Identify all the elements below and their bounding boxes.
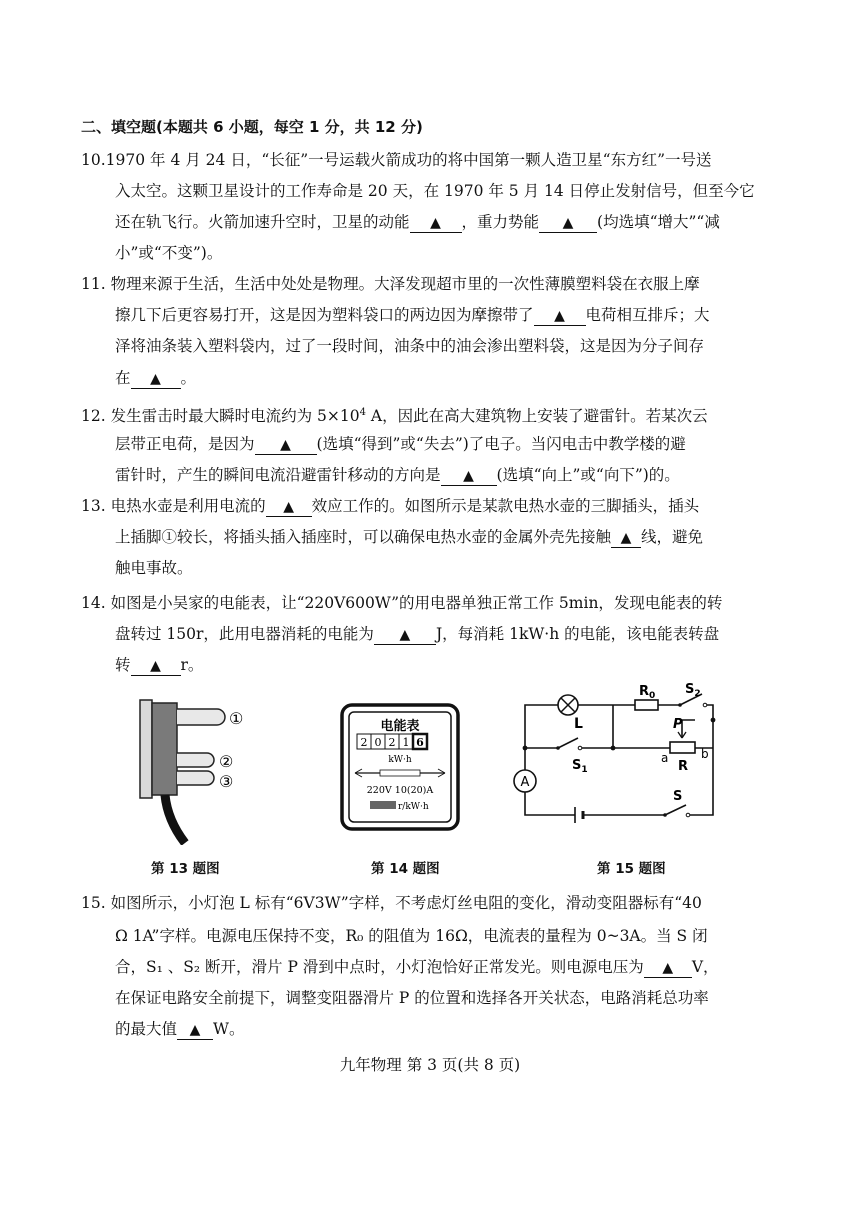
q11-blank-2[interactable]: ▲	[131, 370, 181, 389]
q15-text-d: W。	[213, 1020, 245, 1038]
rheostat-r-label: R	[678, 759, 689, 774]
meter-title: 电能表	[380, 719, 420, 734]
q13-text-b: 效应工作的。如图所示是某款电热水壶的三脚插头，插头	[311, 497, 700, 515]
q10-line-1: 10.1970 年 4 月 24 日，“长征”一号运载火箭成功的将中国第一颗人造卫星“东方红”一号送	[81, 151, 712, 169]
q12-blank-2[interactable]: ▲	[441, 467, 497, 486]
meter-digit: 0	[374, 736, 382, 749]
s2-label: $S_2$	[685, 682, 701, 699]
q14-text-b: J，每消耗 1kW·h 的电能，该电能表转盘	[435, 625, 720, 643]
junction-dot	[711, 718, 716, 723]
r0-label: $R_0$	[639, 684, 656, 701]
q13-text-a: 13. 电热水壶是利用电流的	[81, 497, 266, 515]
rheostat-r	[670, 742, 695, 753]
q15-text-a: 合，S₁ 、S₂ 断开，滑片 P 滑到中点时，小灯泡恰好正常发光。则电源电压为	[115, 958, 644, 976]
q11-text-a: 擦几下后更容易打开，这是因为塑料袋口的两边因为摩擦带了	[115, 306, 534, 324]
pin-3-shape	[177, 771, 214, 785]
q15-line-4: 在保证电路安全前提下，调整变阻器滑片 P 的位置和选择各开关状态，电路消耗总功率	[115, 989, 709, 1007]
q10-line-4: 小”或“不变”)。	[115, 244, 223, 262]
rheostat-a-label: a	[661, 751, 669, 765]
pin-2-shape	[177, 753, 214, 767]
fig14-caption: 第 14 题图	[371, 861, 440, 877]
q10-text-c: (均选填“增大”“减	[597, 213, 720, 231]
meter-digit: 6	[416, 736, 424, 749]
pin-3-label: ③	[219, 772, 234, 791]
energy-meter-figure	[340, 703, 460, 831]
q14-line-1: 14. 如图是小吴家的电能表，让“220V600W”的用电器单独正常工作 5min，发现电能表的转	[81, 594, 723, 612]
q15-line-5	[115, 1019, 244, 1040]
meter-digit: 1	[402, 736, 410, 749]
lamp-label: L	[574, 716, 583, 732]
q13-text-c: 上插脚①较长，将插头插入插座时，可以确保电热水壶的金属外壳先接触	[115, 528, 612, 546]
q15-line-3	[115, 957, 719, 978]
pin-1-label: ①	[229, 709, 244, 728]
q13-line-2	[115, 527, 703, 548]
q10-blank-1[interactable]: ▲	[410, 214, 462, 233]
q14-text-d: r。	[180, 656, 204, 674]
circuit-figure	[510, 680, 730, 830]
meter-rev-unit: r/kW·h	[398, 802, 429, 812]
q15-text-b: V，	[691, 958, 719, 976]
q14-blank-2[interactable]: ▲	[131, 657, 181, 676]
meter-unit: kW·h	[388, 755, 412, 765]
plug-face	[140, 700, 152, 798]
q13-line-3: 触电事故。	[115, 559, 193, 577]
q10-text-b: ，重力势能	[461, 213, 540, 231]
q12-text-a: 12. 发生雷击时最大瞬时电流约为 5×10	[81, 407, 360, 426]
page-footer: 九年物理 第 3 页(共 8 页)	[339, 1056, 521, 1074]
q15-line-2: Ω 1A”字样。电源电压保持不变，R₀ 的阻值为 16Ω，电流表的量程为 0~3A。当 S 闭	[115, 927, 708, 945]
s-label: S	[673, 789, 683, 804]
q14-text-c: 转	[115, 656, 131, 674]
q13-text-d: 线，避免	[641, 528, 704, 546]
q12-line-2	[115, 434, 686, 455]
q15-text-c: 的最大值	[115, 1020, 178, 1038]
q14-text-a: 盘转过 150r，此用电器消耗的电能为	[115, 625, 374, 643]
meter-digit: 2	[388, 736, 396, 749]
q11-line-2	[115, 305, 710, 326]
pin-2-label: ②	[219, 752, 234, 771]
q13-line-1	[81, 496, 699, 517]
q10-line-2: 入太空。这颗卫星设计的工作寿命是 20 天，在 1970 年 5 月 14 日停止发射信号，但至今它	[115, 182, 755, 200]
q14-line-3	[115, 655, 203, 676]
meter-counter	[357, 734, 427, 749]
q10-line-3	[115, 212, 720, 233]
q15-blank-2[interactable]: ▲	[177, 1021, 213, 1040]
plug-cable	[165, 795, 185, 843]
q11-line-3: 泽将油条装入塑料袋内，过了一段时间，油条中的油会渗出塑料袋，这是因为分子间存	[115, 337, 705, 355]
meter-digit: 2	[360, 736, 368, 749]
q11-line-4	[115, 368, 196, 389]
switch-s	[665, 805, 686, 815]
q12-text-f: (选填“向上”或“向下”)的。	[496, 466, 680, 484]
meter-rating: 220V 10(20)A	[366, 785, 434, 796]
q12-text-d: (选填“得到”或“失去”)了电子。当闪电击中教学楼的避	[316, 435, 686, 453]
q11-blank-1[interactable]: ▲	[534, 307, 586, 326]
plug-figure	[125, 695, 275, 845]
q13-blank-1[interactable]: ▲	[266, 498, 312, 517]
q12-blank-1[interactable]: ▲	[255, 436, 317, 455]
q12-text-b: A，因此在高大建筑物上安装了避雷针。若某次云	[365, 407, 708, 426]
resistor-r0	[635, 700, 658, 710]
junction-dot	[523, 746, 528, 751]
fig13-caption: 第 13 题图	[151, 861, 220, 877]
q15-blank-1[interactable]: ▲	[644, 959, 692, 978]
q10-blank-2[interactable]: ▲	[539, 214, 597, 233]
meter-constant-box	[370, 801, 396, 809]
switch-s1	[558, 738, 578, 748]
fig15-caption: 第 15 题图	[597, 861, 666, 877]
rheostat-b-label: b	[701, 747, 709, 761]
q11-text-a2: 在	[115, 369, 131, 387]
plug-body	[152, 703, 177, 795]
q15-line-1: 15. 如图所示，小灯泡 L 标有“6V3W”字样，不考虑灯丝电阻的变化，滑动变阻器标有“40	[81, 894, 702, 912]
ammeter-label: A	[520, 775, 530, 790]
pin-1-shape	[177, 709, 225, 725]
meter-disc	[380, 770, 420, 776]
q11-line-1: 11. 物理来源于生活，生活中处处是物理。大泽发现超市里的一次性薄膜塑料袋在衣服上摩	[81, 275, 700, 293]
q11-text-b: 电荷相互排斥；大	[585, 306, 710, 324]
q12-text-e: 雷针时，产生的瞬间电流沿避雷针移动的方向是	[115, 466, 441, 484]
junction-dot	[611, 746, 616, 751]
s1-label: $S_1$	[572, 758, 588, 775]
slider-p-label: P	[673, 717, 683, 732]
section-title: 二、填空题(本题共 6 小题，每空 1 分，共 12 分)	[81, 118, 423, 136]
q11-text-b2: 。	[180, 369, 197, 387]
q14-line-2	[115, 624, 719, 645]
q10-text-a: 还在轨飞行。火箭加速升空时，卫星的动能	[115, 213, 410, 231]
q12-exponent: 4	[359, 407, 366, 418]
q12-line-1	[81, 403, 708, 426]
q14-blank-1[interactable]: ▲	[374, 626, 436, 645]
q12-line-3	[115, 465, 680, 486]
q13-blank-2[interactable]: ▲	[611, 529, 641, 548]
q12-text-c: 层带正电荷，是因为	[115, 435, 255, 453]
